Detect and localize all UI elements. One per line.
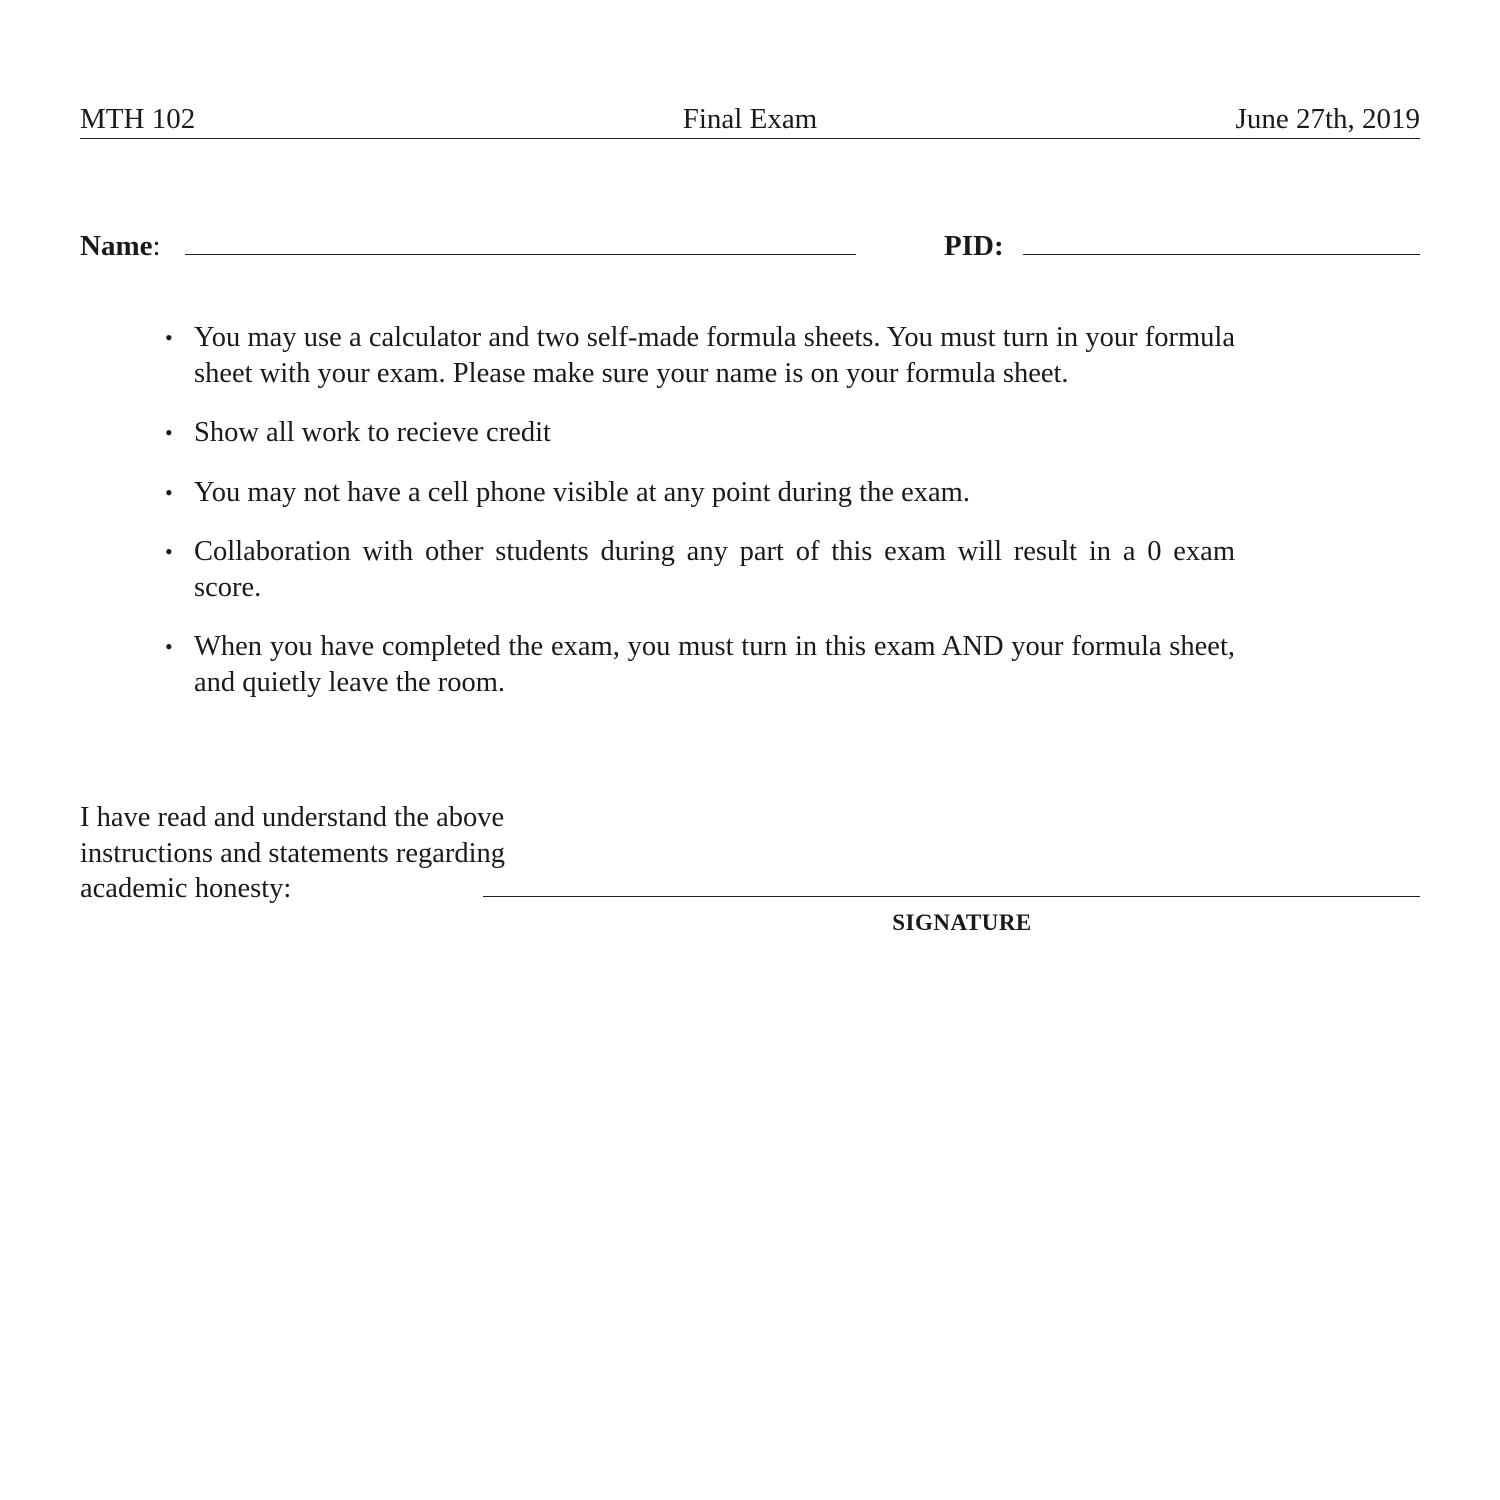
instruction-text: When you have completed the exam, you must turn in this exam AND your formula sheet, and quietly leave the room. [194, 631, 1235, 698]
course-code: MTH 102 [80, 103, 196, 135]
pid-field-line[interactable] [1023, 254, 1420, 255]
bullet-icon: • [165, 325, 173, 350]
instruction-item [165, 415, 1235, 451]
name-field-line[interactable] [185, 254, 856, 255]
bullet-icon: • [165, 634, 173, 659]
instruction-item [165, 534, 1235, 605]
signature-label: SIGNATURE [892, 910, 1032, 935]
page-header [80, 100, 1420, 139]
student-id-row [80, 226, 1420, 266]
name-label-text: Name [80, 230, 153, 262]
exam-date: June 27th, 2019 [1235, 103, 1420, 135]
pid-label: PID: [944, 230, 1004, 262]
instruction-item [165, 475, 1235, 511]
instruction-text: Show all work to recieve credit [194, 417, 551, 448]
honesty-statement: I have read and understand the above instructions and statements regarding academic honesty: [80, 802, 506, 904]
instruction-item [165, 320, 1235, 391]
instructions-list [165, 320, 1235, 724]
bullet-icon: • [165, 479, 173, 505]
exam-title: Final Exam [682, 103, 818, 135]
instruction-text: Collaboration with other students during any part of this exam will result in a 0 exam score. [194, 536, 1235, 603]
name-label-colon: : [152, 230, 161, 262]
instruction-text: You may use a calculator and two self-made formula sheets. You must turn in your formula sheet with your exam. Please make sure your name is on your formula sheet. [194, 322, 1235, 389]
instruction-text: You may not have a cell phone visible at any point during the exam. [194, 476, 970, 508]
bullet-icon: • [165, 420, 173, 445]
name-label [80, 226, 161, 266]
instruction-item [165, 629, 1235, 700]
signature-line[interactable] [483, 896, 1420, 897]
bullet-icon: • [165, 539, 173, 564]
